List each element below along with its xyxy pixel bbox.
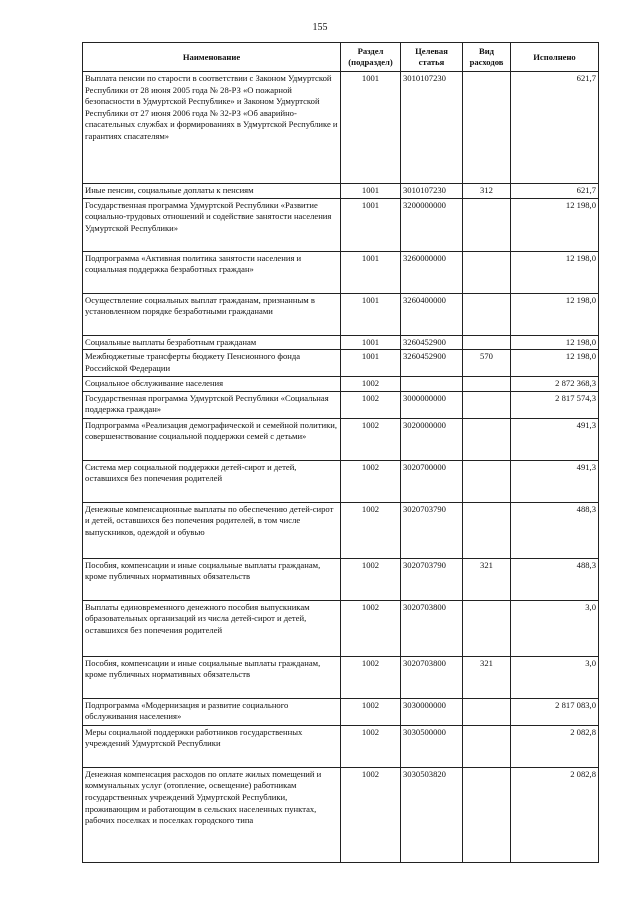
section-cell: 1001 xyxy=(341,184,401,199)
table-row xyxy=(83,391,599,418)
amount-cell: 3,0 xyxy=(511,600,599,656)
section-cell: 1002 xyxy=(341,460,401,502)
table-header-row xyxy=(83,43,599,72)
table-row xyxy=(83,72,599,184)
amount-cell: 488,3 xyxy=(511,558,599,600)
table-row xyxy=(83,502,599,558)
section-cell: 1001 xyxy=(341,293,401,335)
kind-cell xyxy=(463,377,511,392)
kind-cell xyxy=(463,600,511,656)
table-row xyxy=(83,251,599,293)
article-cell: 3020703800 xyxy=(401,656,463,698)
table-body xyxy=(83,72,599,863)
kind-cell xyxy=(463,767,511,862)
amount-cell: 2 817 083,0 xyxy=(511,698,599,725)
header-name: Наименование xyxy=(83,43,341,72)
kind-cell xyxy=(463,418,511,460)
name-cell: Подпрограмма «Активная политика занятости населения и социальная поддержка безработных граждан» xyxy=(83,251,341,293)
amount-cell: 12 198,0 xyxy=(511,251,599,293)
name-cell: Пособия, компенсации и иные социальные выплаты гражданам, кроме публичных нормативных обязательств xyxy=(83,558,341,600)
amount-cell: 12 198,0 xyxy=(511,335,599,350)
kind-cell xyxy=(463,72,511,184)
amount-cell: 2 082,8 xyxy=(511,767,599,862)
name-cell: Государственная программа Удмуртской Республики «Развитие социально-трудовых отношений и содействие занятости населения Удмуртской Республики» xyxy=(83,198,341,251)
name-cell: Система мер социальной поддержки детей-сирот и детей, оставшихся без попечения родителей xyxy=(83,460,341,502)
table-row xyxy=(83,184,599,199)
table-row xyxy=(83,656,599,698)
page-number: 155 xyxy=(312,22,328,33)
section-cell: 1002 xyxy=(341,600,401,656)
amount-cell: 3,0 xyxy=(511,656,599,698)
header-kind: Вид расходов xyxy=(463,43,511,72)
kind-cell: 570 xyxy=(463,350,511,377)
section-cell: 1001 xyxy=(341,72,401,184)
section-cell: 1002 xyxy=(341,656,401,698)
article-cell: 3020703790 xyxy=(401,502,463,558)
article-cell: 3010107230 xyxy=(401,72,463,184)
amount-cell: 491,3 xyxy=(511,418,599,460)
article-cell: 3030503820 xyxy=(401,767,463,862)
section-cell: 1002 xyxy=(341,391,401,418)
amount-cell: 12 198,0 xyxy=(511,350,599,377)
name-cell: Осуществление социальных выплат гражданам, признанным в установленном порядке безработными гражданами xyxy=(83,293,341,335)
article-cell: 3260400000 xyxy=(401,293,463,335)
section-cell: 1001 xyxy=(341,350,401,377)
header-article: Целевая статья xyxy=(401,43,463,72)
amount-cell: 621,7 xyxy=(511,184,599,199)
header-section: Раздел (подраздел) xyxy=(341,43,401,72)
name-cell: Межбюджетные трансферты бюджету Пенсионного фонда Российской Федерации xyxy=(83,350,341,377)
section-cell: 1001 xyxy=(341,251,401,293)
amount-cell: 2 872 368,3 xyxy=(511,377,599,392)
table-row xyxy=(83,335,599,350)
name-cell: Меры социальной поддержки работников государственных учреждений Удмуртской Республики xyxy=(83,725,341,767)
section-cell: 1002 xyxy=(341,725,401,767)
table-row xyxy=(83,198,599,251)
table-row xyxy=(83,600,599,656)
kind-cell xyxy=(463,460,511,502)
kind-cell xyxy=(463,698,511,725)
article-cell: 3260000000 xyxy=(401,251,463,293)
section-cell: 1002 xyxy=(341,767,401,862)
kind-cell xyxy=(463,391,511,418)
table-row xyxy=(83,377,599,392)
article-cell: 3200000000 xyxy=(401,198,463,251)
name-cell: Социальные выплаты безработным гражданам xyxy=(83,335,341,350)
table-row xyxy=(83,293,599,335)
name-cell: Пособия, компенсации и иные социальные выплаты гражданам, кроме публичных нормативных обязательств xyxy=(83,656,341,698)
amount-cell: 2 817 574,3 xyxy=(511,391,599,418)
table-row xyxy=(83,767,599,862)
kind-cell xyxy=(463,293,511,335)
budget-table xyxy=(82,42,599,863)
name-cell: Подпрограмма «Реализация демографической и семейной политики, совершенствование социальной поддержки семей с детьми» xyxy=(83,418,341,460)
name-cell: Денежная компенсация расходов по оплате жилых помещений и коммунальных услуг (отопление, освещение) работникам государственных учреждений Удмуртской Республики, проживающим и работающим в сельских населенных пунктах, рабочих поселках и поселках городского типа xyxy=(83,767,341,862)
table-row xyxy=(83,725,599,767)
article-cell: 3020000000 xyxy=(401,418,463,460)
kind-cell: 321 xyxy=(463,656,511,698)
kind-cell: 312 xyxy=(463,184,511,199)
table-row xyxy=(83,350,599,377)
kind-cell xyxy=(463,198,511,251)
kind-cell xyxy=(463,335,511,350)
section-cell: 1002 xyxy=(341,698,401,725)
article-cell: 3260452900 xyxy=(401,350,463,377)
article-cell xyxy=(401,377,463,392)
kind-cell xyxy=(463,251,511,293)
section-cell: 1001 xyxy=(341,335,401,350)
section-cell: 1002 xyxy=(341,558,401,600)
amount-cell: 621,7 xyxy=(511,72,599,184)
amount-cell: 2 082,8 xyxy=(511,725,599,767)
header-executed: Исполнено xyxy=(511,43,599,72)
article-cell: 3000000000 xyxy=(401,391,463,418)
name-cell: Выплата пенсии по старости в соответствии с Законом Удмуртской Республики от 28 июня 2005 года № 28-РЗ «О пожарной безопасности в Удмуртской Республике» и Законом Удмуртской Республики от 27 июня 2006 года № 32-РЗ «Об аварийно-спасательных службах и формированиях в Удмуртской Республике и гарантиях спасателям» xyxy=(83,72,341,184)
name-cell: Иные пенсии, социальные доплаты к пенсиям xyxy=(83,184,341,199)
kind-cell xyxy=(463,502,511,558)
article-cell: 3030000000 xyxy=(401,698,463,725)
kind-cell: 321 xyxy=(463,558,511,600)
section-cell: 1002 xyxy=(341,418,401,460)
article-cell: 3020703790 xyxy=(401,558,463,600)
section-cell: 1002 xyxy=(341,377,401,392)
article-cell: 3030500000 xyxy=(401,725,463,767)
article-cell: 3020700000 xyxy=(401,460,463,502)
section-cell: 1001 xyxy=(341,198,401,251)
amount-cell: 491,3 xyxy=(511,460,599,502)
name-cell: Социальное обслуживание населения xyxy=(83,377,341,392)
table-row xyxy=(83,558,599,600)
article-cell: 3010107230 xyxy=(401,184,463,199)
name-cell: Выплаты единовременного денежного пособия выпускникам образовательных организаций из числа детей-сирот и детей, оставшихся без попечения родителей xyxy=(83,600,341,656)
section-cell: 1002 xyxy=(341,502,401,558)
amount-cell: 12 198,0 xyxy=(511,293,599,335)
amount-cell: 488,3 xyxy=(511,502,599,558)
name-cell: Государственная программа Удмуртской Республики «Социальная поддержка граждан» xyxy=(83,391,341,418)
name-cell: Подпрограмма «Модернизация и развитие социального обслуживания населения» xyxy=(83,698,341,725)
kind-cell xyxy=(463,725,511,767)
article-cell: 3260452900 xyxy=(401,335,463,350)
name-cell: Денежные компенсационные выплаты по обеспечению детей-сирот и детей, оставшихся без попечения родителей, в том числе выпускников, одеждой и обувью xyxy=(83,502,341,558)
table-row xyxy=(83,460,599,502)
table-row xyxy=(83,698,599,725)
table-row xyxy=(83,418,599,460)
article-cell: 3020703800 xyxy=(401,600,463,656)
amount-cell: 12 198,0 xyxy=(511,198,599,251)
